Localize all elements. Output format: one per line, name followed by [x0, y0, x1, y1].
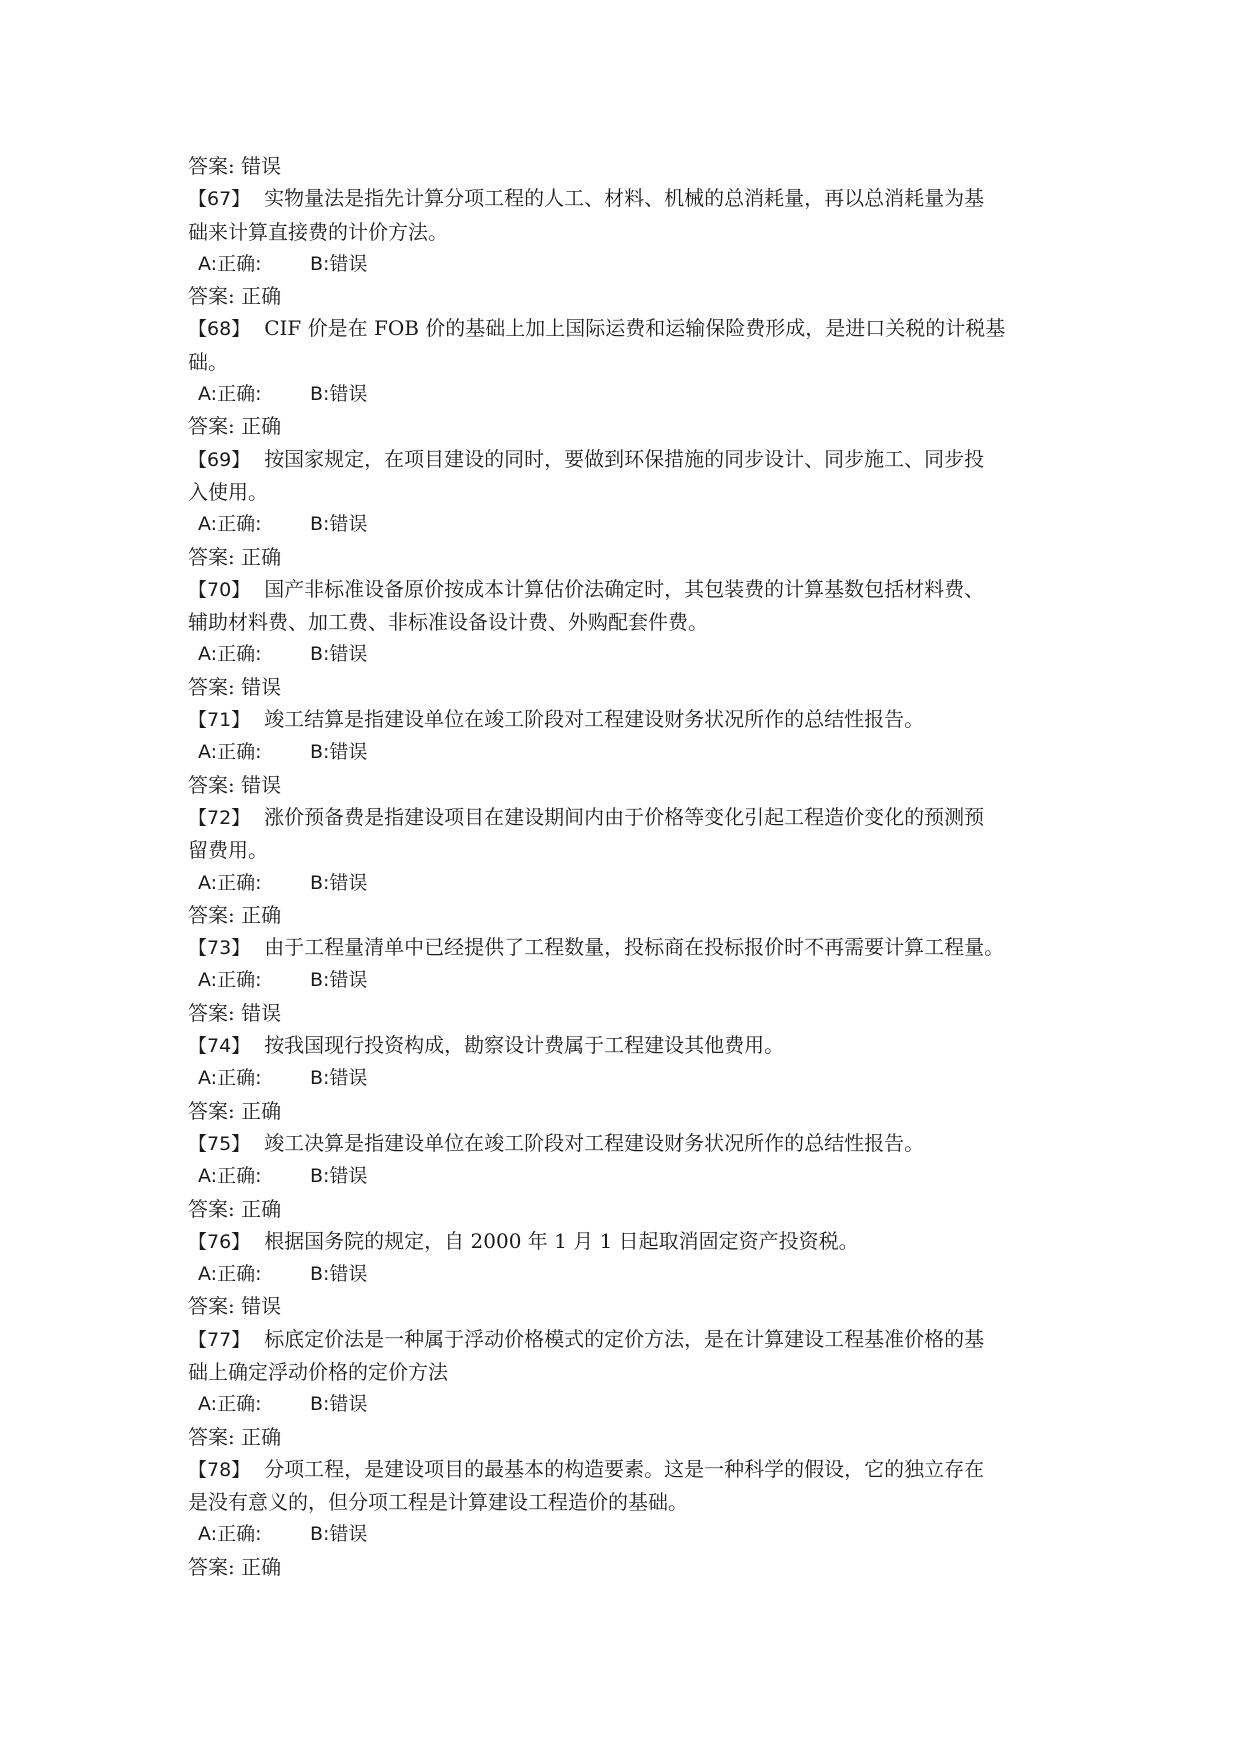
option-b[interactable]: B:错误	[310, 1393, 368, 1416]
question-text: 竣工结算是指建设单位在竣工阶段对工程建设财务状况所作的总结性报告。	[264, 707, 925, 732]
answer-options	[188, 378, 1068, 410]
question-number: 【77】	[188, 1328, 251, 1351]
question-text: 标底定价法是一种属于浮动价格模式的定价方法，是在计算建设工程基准价格的基	[264, 1326, 985, 1351]
question-text: 分项工程，是建设项目的最基本的构造要素。这是一种科学的假设，它的独立存在	[264, 1456, 985, 1481]
question-text-line	[188, 801, 1068, 834]
question-item	[188, 1323, 1068, 1389]
question-text-line	[188, 573, 1068, 606]
question-number: 【74】	[188, 1035, 251, 1058]
answer-line: 答案: 错误	[188, 154, 282, 178]
question-text: 留费用。	[188, 838, 268, 863]
question-text: 按国家规定，在项目建设的同时，要做到环保措施的同步设计、同步施工、同步投	[264, 446, 985, 471]
question-text-line	[188, 182, 1068, 215]
question-item	[188, 312, 1068, 378]
option-a[interactable]: A:正确:	[198, 252, 262, 275]
option-a[interactable]: A:正确:	[198, 969, 262, 992]
question-text: 根据国务院的规定，自 2000 年 1 月 1 日起取消固定资产投资税。	[264, 1228, 859, 1253]
question-text: CIF 价是在 FOB 价的基础上加上国际运费和运输保险费形成，是进口关税的计税基	[264, 316, 1006, 341]
question-text: 涨价预备费是指建设项目在建设期间内由于价格等变化引起工程造价变化的预测预	[264, 804, 985, 829]
question-text-line	[188, 1356, 1068, 1388]
question-text: 实物量法是指先计算分项工程的人工、材料、机械的总消耗量，再以总消耗量为基	[264, 186, 985, 211]
answer-options	[188, 1258, 1068, 1290]
question-text: 国产非标准设备原价按成本计算估价法确定时，其包装费的计算基数包括材料费、	[264, 576, 985, 601]
question-text: 辅助材料费、加工费、非标准设备设计费、外购配套件费。	[188, 610, 708, 635]
option-a[interactable]: A:正确:	[198, 1523, 262, 1546]
option-a[interactable]: A:正确:	[198, 1165, 262, 1188]
question-text-line	[188, 703, 1068, 736]
question-text: 按我国现行投资构成，勘察设计费属于工程建设其他费用。	[264, 1033, 785, 1058]
option-b[interactable]: B:错误	[310, 643, 368, 666]
answer-options	[188, 1388, 1068, 1420]
option-a[interactable]: A:正确:	[198, 1393, 262, 1416]
question-text-line	[188, 312, 1068, 345]
answer-line: 答案: 正确	[188, 1554, 282, 1579]
answer-options	[188, 1062, 1068, 1094]
question-text-line	[188, 443, 1068, 476]
question-text-line	[188, 606, 1068, 638]
option-b[interactable]: B:错误	[310, 969, 368, 992]
question-text: 入使用。	[188, 479, 268, 504]
document-page	[188, 150, 1068, 1583]
question-number: 【71】	[188, 709, 251, 732]
question-text: 由于工程量清单中已经提供了工程数量，投标商在投标报价时不再需要计算工程量。	[264, 935, 1005, 960]
answer-line: 答案: 正确	[188, 1196, 282, 1221]
answer-options	[188, 248, 1068, 280]
option-a[interactable]: A:正确:	[198, 741, 262, 764]
question-number: 【70】	[188, 578, 251, 601]
question-item	[188, 1127, 1068, 1160]
option-b[interactable]: B:错误	[310, 513, 368, 536]
option-b[interactable]: B:错误	[310, 1263, 368, 1286]
question-text: 竣工决算是指建设单位在竣工阶段对工程建设财务状况所作的总结性报告。	[264, 1130, 925, 1155]
option-a[interactable]: A:正确:	[198, 643, 262, 666]
question-number: 【67】	[188, 188, 251, 211]
option-b[interactable]: B:错误	[310, 741, 368, 764]
answer-line: 答案: 正确	[188, 1424, 282, 1449]
question-text-line	[188, 346, 1068, 378]
question-number: 【68】	[188, 318, 251, 341]
option-a[interactable]: A:正确:	[198, 513, 262, 536]
answer-options	[188, 964, 1068, 996]
question-text-line	[188, 931, 1068, 964]
answer-line: 答案: 错误	[188, 1000, 282, 1025]
answer-options	[188, 1160, 1068, 1192]
question-number: 【69】	[188, 448, 251, 471]
answer-line: 答案: 正确	[188, 414, 282, 439]
question-item	[188, 182, 1068, 248]
question-text-line	[188, 216, 1068, 248]
option-a[interactable]: A:正确:	[198, 871, 262, 894]
option-a[interactable]: A:正确:	[198, 1067, 262, 1090]
option-b[interactable]: B:错误	[310, 1523, 368, 1546]
question-number: 【75】	[188, 1132, 251, 1155]
question-text: 是没有意义的，但分项工程是计算建设工程造价的基础。	[188, 1490, 688, 1515]
question-number: 【78】	[188, 1458, 251, 1481]
answer-line: 答案: 正确	[188, 902, 282, 927]
question-item	[188, 1453, 1068, 1519]
question-text: 础来计算直接费的计价方法。	[188, 219, 448, 244]
answer-options	[188, 1518, 1068, 1550]
question-item	[188, 703, 1068, 736]
question-text-line	[188, 1127, 1068, 1160]
answer-options	[188, 508, 1068, 540]
question-item	[188, 801, 1068, 867]
answer-line: 答案: 正确	[188, 544, 282, 569]
question-text-line	[188, 1453, 1068, 1486]
question-text-line	[188, 834, 1068, 866]
question-item	[188, 573, 1068, 639]
answer-options	[188, 638, 1068, 670]
question-number: 【73】	[188, 937, 251, 960]
option-b[interactable]: B:错误	[310, 871, 368, 894]
option-b[interactable]: B:错误	[310, 252, 368, 275]
answer-line: 答案: 错误	[188, 1294, 282, 1319]
question-text-line	[188, 476, 1068, 508]
answer-options	[188, 736, 1068, 768]
question-text-line	[188, 1225, 1068, 1258]
question-item	[188, 443, 1068, 509]
answer-line: 答案: 错误	[188, 772, 282, 797]
option-b[interactable]: B:错误	[310, 1165, 368, 1188]
option-b[interactable]: B:错误	[310, 383, 368, 406]
option-a[interactable]: A:正确:	[198, 383, 262, 406]
question-number: 【76】	[188, 1230, 251, 1253]
question-text: 础。	[188, 349, 228, 374]
question-item	[188, 931, 1068, 964]
answer-line: 答案: 正确	[188, 1098, 282, 1123]
answer-options	[188, 867, 1068, 899]
question-item	[188, 1225, 1068, 1258]
answer-line: 答案: 正确	[188, 284, 282, 309]
option-b[interactable]: B:错误	[310, 1067, 368, 1090]
question-item	[188, 1029, 1068, 1062]
answer-line: 答案: 错误	[188, 674, 282, 699]
question-number: 【72】	[188, 806, 251, 829]
question-text-line	[188, 1029, 1068, 1062]
question-text: 础上确定浮动价格的定价方法	[188, 1359, 448, 1384]
option-a[interactable]: A:正确:	[198, 1263, 262, 1286]
question-text-line	[188, 1323, 1068, 1356]
question-text-line	[188, 1486, 1068, 1518]
